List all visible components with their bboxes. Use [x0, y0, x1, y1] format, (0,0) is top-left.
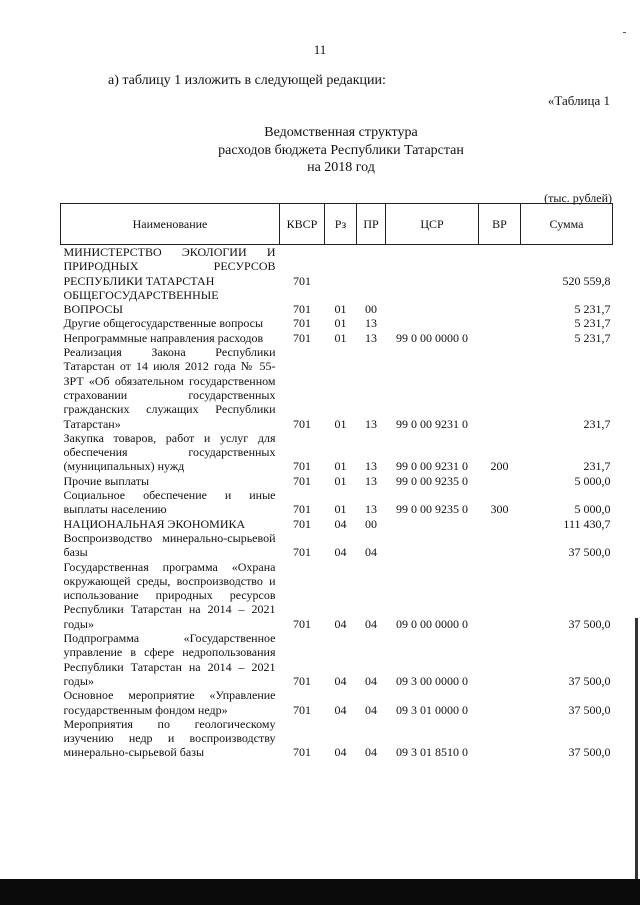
cell-kvsr: 701 — [293, 416, 311, 431]
table-header-row — [61, 204, 613, 245]
table-row — [61, 560, 613, 631]
table-row — [61, 474, 613, 488]
cell-vr — [479, 474, 521, 488]
cell-pr: 13 — [365, 473, 377, 488]
cell-rz: 01 — [334, 302, 347, 317]
cell-pr: 04 — [365, 702, 377, 717]
header-rz: Рз — [325, 204, 357, 245]
table-row — [61, 431, 613, 474]
cell-csr — [386, 245, 479, 288]
cell-kvsr: 701 — [293, 516, 311, 531]
units-label: (тыс. рублей) — [544, 191, 612, 205]
cell-kvsr: 701 — [293, 673, 311, 688]
cell-sum: 37 500,0 — [568, 745, 611, 760]
table-reference: «Таблица 1 — [547, 93, 610, 108]
cell-pr: 04 — [365, 745, 377, 760]
cell-pr: 13 — [365, 316, 377, 331]
cell-sum: 37 500,0 — [568, 545, 611, 560]
table-row — [61, 488, 613, 517]
cell-csr: 09 3 00 0000 0 — [396, 673, 468, 688]
cell-pr: 04 — [365, 673, 377, 688]
cell-rz: 04 — [334, 545, 347, 560]
cell-csr: 99 0 00 0000 0 — [396, 330, 468, 345]
title-line: на 2018 год — [307, 160, 375, 175]
cell-sum: 5 000,0 — [574, 473, 611, 488]
header-vr: ВР — [479, 204, 521, 245]
cell-kvsr: 701 — [293, 473, 311, 488]
cell-pr: 00 — [365, 516, 377, 531]
cell-sum: 111 430,7 — [563, 516, 611, 531]
cell-kvsr: 701 — [293, 545, 311, 560]
cell-name: МИНИСТЕРСТВО ЭКОЛОГИИ И ПРИРОДНЫХ РЕСУРСОВ РЕСПУБЛИКИ ТАТАРСТАН — [63, 245, 276, 288]
cell-vr — [479, 288, 521, 317]
cell-vr — [479, 331, 521, 345]
table-row — [61, 245, 613, 288]
budget-table — [60, 203, 613, 760]
amendment-intro: а) таблицу 1 изложить в следующей редакции: — [108, 73, 386, 88]
cell-vr: 200 — [490, 459, 509, 474]
table-body — [61, 245, 613, 760]
table-row — [61, 345, 613, 431]
table-row — [61, 531, 613, 560]
cell-csr — [386, 517, 479, 531]
table-row — [61, 717, 613, 760]
cell-rz: 04 — [334, 616, 347, 631]
cell-rz: 01 — [334, 330, 347, 345]
header-sum: Сумма — [521, 204, 613, 245]
cell-name: Реализация Закона Республики Татарстан от 14 июля 2012 года № 55-ЗРТ «Об обязательном государственном страховании государственных гражданских служащих Республики Татарстан» — [63, 345, 276, 431]
cell-kvsr: 701 — [293, 459, 311, 474]
cell-vr — [479, 245, 521, 288]
scan-mark — [623, 32, 626, 33]
cell-name: Закупка товаров, работ и услуг для обеспечения государственных (муниципальных) нужд — [63, 430, 276, 474]
header-kvsr: КВСР — [280, 204, 325, 245]
cell-rz: 01 — [334, 459, 347, 474]
cell-pr: 04 — [365, 545, 377, 560]
cell-pr — [357, 245, 386, 288]
document-title — [0, 124, 640, 177]
cell-csr — [386, 288, 479, 317]
cell-name: НАЦИОНАЛЬНАЯ ЭКОНОМИКА — [63, 516, 246, 531]
cell-vr — [479, 345, 521, 431]
cell-kvsr: 701 — [293, 745, 311, 760]
page-number: 11 — [313, 42, 327, 57]
cell-csr: 99 0 00 9231 0 — [396, 459, 468, 474]
cell-kvsr: 701 — [293, 502, 311, 517]
cell-name: Государственная программа «Охрана окружающей среды, воспроизводство и использование природных ресурсов Республики Татарстан на 2014 – 2021 годы» — [63, 559, 276, 631]
table-row — [61, 316, 613, 330]
cell-kvsr: 701 — [293, 273, 311, 288]
cell-pr: 04 — [365, 616, 377, 631]
cell-csr: 09 3 01 0000 0 — [396, 702, 468, 717]
cell-name: Другие общегосударственные вопросы — [63, 316, 264, 331]
cell-sum: 5 231,7 — [574, 302, 611, 317]
cell-csr: 99 0 00 9231 0 — [396, 416, 468, 431]
table-row — [61, 288, 613, 317]
cell-pr: 13 — [365, 459, 377, 474]
cell-sum: 37 500,0 — [568, 702, 611, 717]
cell-name: Прочие выплаты — [63, 473, 150, 488]
cell-pr: 13 — [365, 502, 377, 517]
table-row — [61, 631, 613, 688]
cell-csr: 09 3 01 8510 0 — [396, 745, 468, 760]
cell-name: Мероприятия по геологическому изучению недр и воспроизводству минерально-сырьевой базы — [63, 716, 276, 760]
cell-sum: 520 559,8 — [562, 273, 611, 288]
cell-rz: 01 — [334, 473, 347, 488]
cell-kvsr: 701 — [293, 330, 311, 345]
cell-csr — [386, 316, 479, 330]
cell-sum: 37 500,0 — [568, 616, 611, 631]
cell-rz: 01 — [334, 316, 347, 331]
header-name: Наименование — [61, 204, 280, 245]
cell-vr — [479, 560, 521, 631]
cell-vr: 300 — [490, 502, 509, 517]
cell-csr: 99 0 00 9235 0 — [396, 502, 468, 517]
cell-rz: 01 — [334, 416, 347, 431]
title-line: Ведомственная структура — [264, 125, 418, 140]
cell-sum: 5 231,7 — [574, 330, 611, 345]
header-csr: ЦСР — [386, 204, 479, 245]
cell-vr — [479, 688, 521, 717]
cell-vr — [479, 717, 521, 760]
title-line: расходов бюджета Республики Татарстан — [218, 142, 464, 158]
cell-sum: 231,7 — [583, 416, 611, 431]
cell-kvsr: 701 — [293, 616, 311, 631]
scan-edge-bottom — [0, 879, 640, 905]
cell-vr — [479, 531, 521, 560]
cell-name: Социальное обеспечение и иные выплаты населению — [63, 488, 276, 517]
cell-rz: 04 — [334, 745, 347, 760]
scan-edge-right — [635, 618, 638, 888]
cell-vr — [479, 517, 521, 531]
cell-vr — [479, 316, 521, 330]
cell-name: Подпрограмма «Государственное управление в сфере недропользования Республики Татарстан на 2014 – 2021 годы» — [63, 631, 276, 688]
cell-pr: 13 — [365, 416, 377, 431]
cell-name: Основное мероприятие «Управление государственным фондом недр» — [63, 688, 276, 717]
cell-name: Непрограммные направления расходов — [63, 330, 264, 345]
cell-pr: 13 — [365, 330, 377, 345]
cell-name: Воспроизводство минерально-сырьевой базы — [63, 530, 276, 560]
cell-csr — [386, 531, 479, 560]
table-row — [61, 688, 613, 717]
cell-rz: 04 — [334, 673, 347, 688]
cell-sum: 5 000,0 — [574, 502, 611, 517]
cell-pr: 00 — [365, 302, 377, 317]
cell-kvsr: 701 — [293, 316, 311, 331]
cell-vr — [479, 631, 521, 688]
cell-rz: 04 — [334, 702, 347, 717]
cell-sum: 5 231,7 — [574, 316, 611, 331]
cell-sum: 231,7 — [583, 459, 611, 474]
cell-csr: 99 0 00 9235 0 — [396, 473, 468, 488]
cell-rz: 04 — [334, 516, 347, 531]
cell-rz — [325, 245, 357, 288]
header-pr: ПР — [357, 204, 386, 245]
cell-rz: 01 — [334, 502, 347, 517]
table-row — [61, 517, 613, 531]
cell-kvsr: 701 — [293, 702, 311, 717]
cell-sum: 37 500,0 — [568, 673, 611, 688]
cell-csr: 09 0 00 0000 0 — [396, 616, 468, 631]
table-row — [61, 331, 613, 345]
cell-name: ОБЩЕГОСУДАРСТВЕННЫЕ ВОПРОСЫ — [63, 287, 219, 317]
cell-kvsr: 701 — [293, 302, 311, 317]
